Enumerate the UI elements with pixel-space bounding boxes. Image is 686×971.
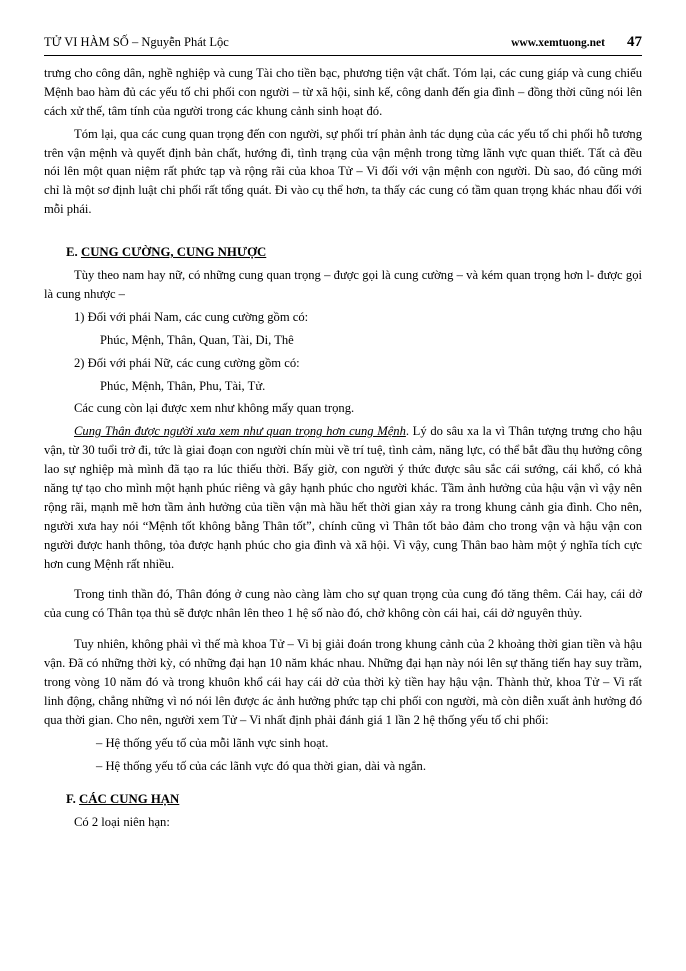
paragraph-2: Tóm lại, qua các cung quan trọng đến con người, sự phối trí phản ảnh tác dụng của các yếu tố chi phối hỗ tương trên vận mệnh và quyết định bản chất, hướng đi, tình trạng của vận mệnh trong từng lãnh vực quan thiết. Tất cả đều nói lên một quan niệm rất phức tạp và rộng rãi của khoa Tử – Vi đối với vận mệnh con người. Dù sao, đó cũng mới chỉ là một sơ định luật chi phối rất tổng quát. Đi vào cụ thể hơn, ta thấy các cung có tầm quan trọng khác nhau đối với mỗi phái.: [44, 126, 642, 217]
header-website: www.xemtuong.net: [511, 37, 605, 49]
list-item-1: 1) Đối với phái Nam, các cung cường gồm có:: [74, 309, 309, 324]
section-f-intro: Có 2 loại niên hạn:: [74, 814, 170, 829]
dash-item-2: – Hệ thống yếu tố của các lãnh vực đó qua thời gian, dài và ngắn.: [96, 758, 426, 773]
section-e-note: Các cung còn lại được xem như không mấy quan trọng.: [74, 401, 355, 416]
list-item-1-sub: Phúc, Mệnh, Thân, Quan, Tài, Di, Thê: [100, 332, 294, 347]
paragraph-5: Tuy nhiên, không phải vì thế mà khoa Tử – Vi bị giải đoán trong khung cảnh của 2 khoảng thời gian tiền và hậu vận. Đã có những thời kỳ, có những đại hạn 10 năm khác nhau. Những đại hạn này nói lên sự thăng tiến hay suy trầm, trong vòng 10 năm đó và trong khuôn khổ cái hay cái dở của thời kỳ tiền hay hậu vận. Thành thử, khoa Tử – Vi rất linh động, chẳng những vì nó nói lên được ác ảnh hưởng phức tạp chi phối con người, mà còn diễn xuất ảnh hưởng đó qua thời gian. Cho nên, người xem Tử – Vi nhất định phải đánh giá 1 lần 2 hệ thống yếu tố chi phối:: [44, 637, 642, 727]
list-item-2-sub: Phúc, Mệnh, Thân, Phu, Tài, Tử.: [100, 378, 266, 393]
paragraph-1: trưng cho công dân, nghề nghiệp và cung Tài cho tiền bạc, phương tiện vật chất. Tóm lại, các cung giáp và cung chiếu Mệnh bao hàm đủ các yếu tố chi phối con người – từ xã hội, sinh kế, công danh đến gia đình – đồng thời cũng nói lên cách xử thế, tâm tính của người trong các khung cảnh sinh hoạt đó.: [44, 66, 642, 118]
header-book-title: TỬ VI HÀM SỐ – Nguyễn Phát Lộc: [44, 35, 229, 49]
list-item-2: 2) Đối với phái Nữ, các cung cường gồm có:: [74, 355, 300, 370]
section-e-letter: E.: [66, 245, 78, 260]
body-content: [44, 64, 642, 831]
page-header: [44, 34, 642, 55]
section-e-intro: Tùy theo nam hay nữ, có những cung quan trọng – được gọi là cung cường – và kém quan trọng hơn l- được gọi là cung nhược –: [44, 268, 642, 302]
section-heading-f: [66, 792, 642, 807]
section-heading-e: [66, 245, 642, 260]
paragraph-3-rest: . Lý do sâu xa la vì Thân tượng trưng cho hậu vận, từ 30 tuổi trở đi, tức là giai đoạn con người chín mùi về trí tuệ, tình cảm, năng lực, có thể bắt đầu thụ hưởng công lao sự nghiệp mà mình đã tạo ra lúc thiếu thời. Bấy giờ, con người ý thức được sâu sắc cái sướng, cái khổ, có khả năng tự tạo cho mình một hạnh phúc riêng và gây hạnh phúc cho người khác. Tầm ảnh hưởng của hậu vận vì vậy nên rộng rãi, mạnh mẽ hơn tầm ảnh hưởng của tiền vận mà hầu hết thời gian xảy ra trong khung cảnh gia đình. Cho nên, người xưa hay nói “Mệnh tốt không bằng Thân tốt”, chính cũng vì Thân tốt bảo đảm cho trong vận và hậu vận con người được hanh thông, tỏa được hạnh phúc cho gia đình và xã hội. Vì vậy, cung Thân bao hàm một ý nghĩa tích cực hơn cung Mệnh rất nhiều.: [44, 424, 642, 571]
paragraph-3: [44, 422, 642, 573]
section-f-letter: F.: [66, 791, 76, 806]
header-divider: [44, 55, 642, 56]
dash-item-1: – Hệ thống yếu tố của mỗi lãnh vực sinh hoạt.: [96, 735, 329, 750]
paragraph-3-lead: Cung Thân được người xưa xem như quan trọng hơn cung Mệnh: [74, 424, 406, 439]
section-f-title: CÁC CUNG HẠN: [79, 791, 180, 806]
header-right-group: [511, 34, 642, 51]
page-number: 47: [627, 34, 642, 50]
paragraph-4: Trong tinh thần đó, Thân đóng ở cung nào càng làm cho sự quan trọng của cung đó tăng thêm. Cái hay, cái dở của cung có Thân tọa thủ sẽ được nhân lên theo 1 hệ số nào đó, chở không còn cái hai, cái dở nguyên thủy.: [44, 587, 642, 621]
section-e-title: CUNG CƯỜNG, CUNG NHƯỢC: [80, 245, 267, 260]
